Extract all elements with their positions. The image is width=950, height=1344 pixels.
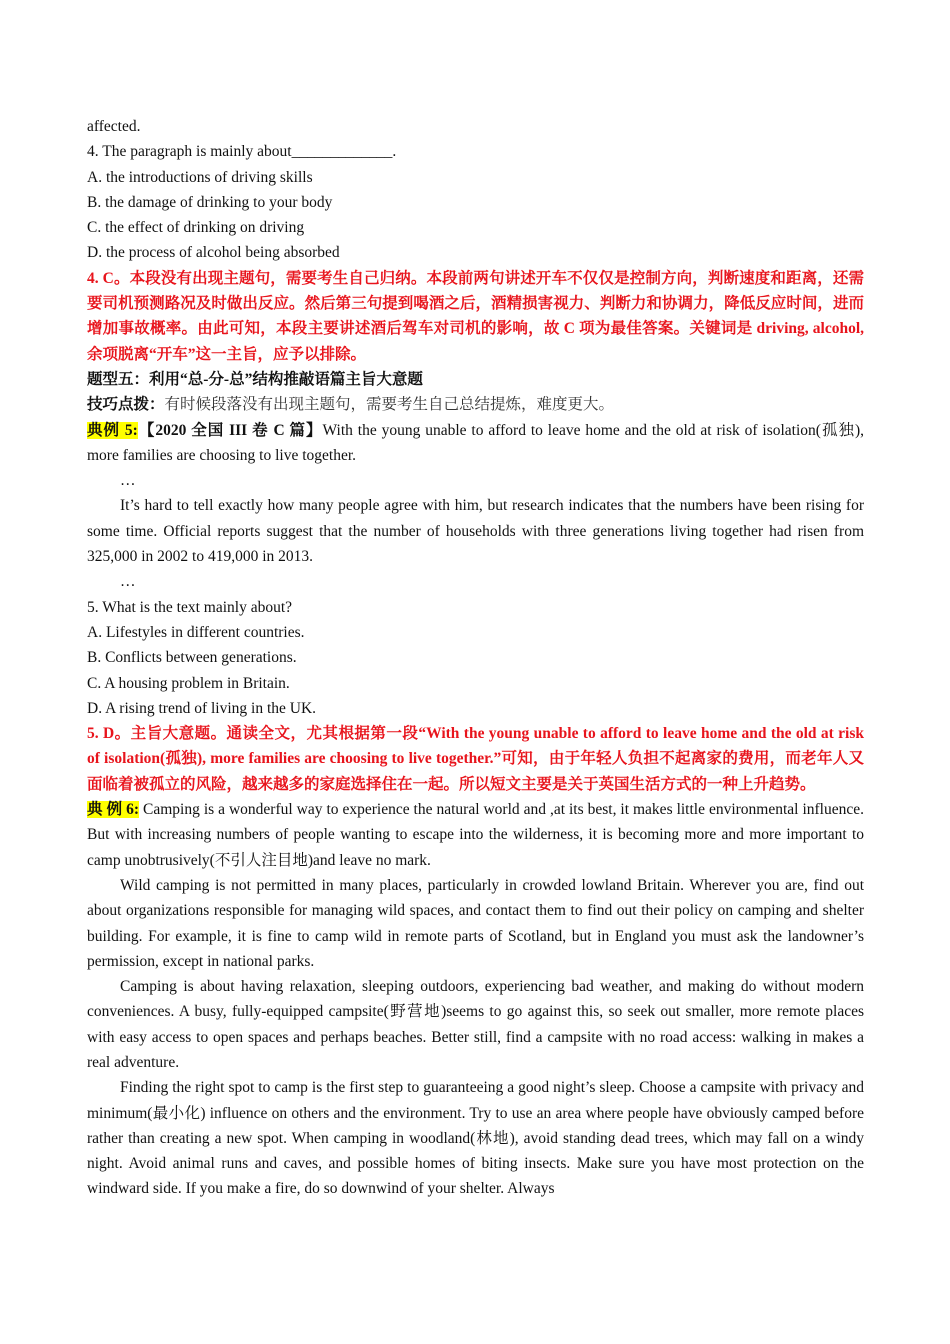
question-4-answer: 4. C。本段没有出现主题句，需要考生自己归纳。本段前两句讲述开车不仅仅是控制方向，判断速度和距离，还需要司机预测路况及时做出反应。然后第三句提到喝酒之后，酒精损害视力、判断力和协调力，降低反应时间，进而增加事故概率。由此可知，本段主要讲述酒后驾车对司机的影响，故 C 项为最佳答案。关键词是 driving, alcohol,余项脱离“开车”这一主旨，应予以排除。	[87, 269, 864, 363]
example-5-paragraph: It’s hard to tell exactly how many people agree with him, but research indicates that the numbers have been rising for some time. Official reports suggest that the number of households with three generations living together had risen from 325,000 in 2002 to 419,000 in 2013.	[87, 497, 864, 566]
ellipsis: …	[120, 573, 136, 591]
question-4-stem: 4. The paragraph is mainly about_____________.	[87, 143, 397, 161]
tip-text: 有时候段落没有出现主题句，需要考生自己总结提炼，难度更大。	[164, 396, 615, 414]
example-6-intro	[87, 797, 864, 873]
question-4-option-d: D. the process of alcohol being absorbed	[87, 244, 340, 262]
example-5-source: 【2020 全国 III 卷 C 篇】	[137, 421, 323, 439]
example-6-paragraph: Wild camping is not permitted in many places, particularly in crowded lowland Britain. Wherever you are, find out about organizations responsible for managing wild spaces, and contact them to find out their policy on camping and shelter building. For example, it is fine to camp wild in remote parts of Scotland, but in England you must ask the landowner’s permission, except in national parks.	[87, 876, 864, 970]
question-5-option-d: D. A rising trend of living in the UK.	[87, 699, 317, 717]
tip-label: 技巧点拨：	[87, 396, 165, 414]
ellipsis: …	[120, 472, 136, 490]
section-5-title: 题型五：利用“总-分-总”结构推敲语篇主旨大意题	[87, 370, 423, 388]
question-5-option-c: C. A housing problem in Britain.	[87, 674, 290, 692]
question-5-option-b: B. Conflicts between generations.	[87, 649, 297, 667]
example-5-intro	[87, 418, 864, 469]
example-6-paragraph: Finding the right spot to camp is the first step to guaranteeing a good night’s sleep. Choose a campsite with privacy and minimum(最小化) influence on others and the environment. Try to use an area where people have obviously camped before rather than creating a new spot. When camping in woodland(林地), avoid standing dead trees, which may fall on a windy night. Avoid animal runs and caves, and possible homes of biting insects. Make sure you have most protection on the windward side. If you make a fire, do so downwind of your shelter. Always	[87, 1079, 864, 1198]
example-6-paragraph: Camping is about having relaxation, sleeping outdoors, experiencing bad weather, and making do without modern conveniences. A busy, fully-equipped campsite(野营地)seems to go against this, so seek out smaller, more remote places with easy access to open spaces and perhaps beaches. Better still, find a campsite with no road access: walking in makes a real adventure.	[87, 978, 864, 1071]
example-6-label: 典 例 6:	[87, 801, 140, 819]
example-5-label: 典例 5:	[87, 421, 138, 439]
question-5-option-a: A. Lifestyles in different countries.	[87, 623, 305, 641]
top-fragment: affected.	[87, 118, 141, 135]
question-4-option-c: C. the effect of drinking on driving	[87, 219, 305, 237]
question-5-stem: 5. What is the text mainly about?	[87, 598, 293, 616]
question-4-option-b: B. the damage of drinking to your body	[87, 193, 333, 211]
example-5-intro-text: With the young unable to afford to leave home and the old at risk of isolation(孤独), more families are choosing to live together.	[87, 421, 864, 464]
document-page	[87, 114, 864, 1202]
tip-paragraph	[87, 392, 864, 417]
example-6-intro-text: Camping is a wonderful way to experience the natural world and ,at its best, it makes little environmental influence. But with increasing numbers of people wanting to escape into the wilderness, it is becoming more and more important to camp unobtrusively(不引人注目地)and leave no mark.	[87, 801, 864, 869]
question-4-option-a: A. the introductions of driving skills	[87, 168, 313, 186]
question-5-answer: 5. D。主旨大意题。通读全文，尤其根据第一段“With the young unable to afford to leave home and the old at risk of isolation(孤独), more families are choosing to live together.”可知，由于年轻人负担不起离家的费用，而老年人又面临着被孤立的风险，越来越多的家庭选择住在一起。所以短文主要是关于英国生活方式的一种上升趋势。	[87, 725, 864, 793]
